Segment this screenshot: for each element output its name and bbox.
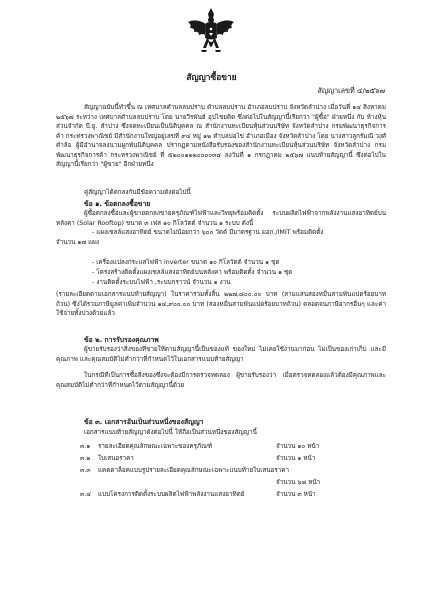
contract-number: สัญญาเลขที่ ๔/๒๕๖๗ bbox=[317, 86, 385, 95]
clause-1-paragraph: ผู้ซื้อตกลงซื้อและผู้ขายตกลงขายครุภัณฑ์ไฟฟ้าและวิทยุพร้อมติดตั้ง ระบบผลิตไฟฟ้าจากพลังงานแสงอาทิตย์บนหลังคา (Solar Rooftop) ขนาด ๓ เฟส ๑๐ กิโลวัตต์ จำนวน ๑ ระบบ ดังนี้ bbox=[56, 210, 386, 227]
clause-2-paragraph: ในกรณีที่เป็นการซื้อสิ่งของซึ่งจะต้องมีการตรวจทดลอง ผู้ขายรับรองว่า เมื่อตรวจทดลองแล้วต้องมีคุณภาพและคุณสมบัติไม่ต่ำกว่าที่กำหนดไว้ตามสัญญานี้ด้วย bbox=[56, 372, 386, 389]
clause-1-heading: ข้อ ๑. ข้อตกลงซื้อขาย bbox=[84, 200, 151, 208]
clause-2-heading: ข้อ ๒. การรับรองคุณภาพ bbox=[84, 336, 159, 344]
clause-1-bullet: - แผงเซลล์แสงอาทิตย์ ขนาดไม่น้อยกว่า ๖๐๐ วัตต์ มีมาตรฐาน มอก./IMIT พร้อมติดตั้ง bbox=[92, 229, 324, 236]
agreement-line: คู่สัญญาได้ตกลงกันมีข้อความดังต่อไปนี้ bbox=[84, 189, 191, 196]
clause-3-intro: เอกสารแนบท้ายสัญญาดังต่อไปนี้ ให้ถือเป็นส่วนหนึ่งของสัญญานี้ bbox=[84, 429, 257, 436]
attachment-qty: จำนวน ๓ หน้า bbox=[276, 491, 316, 498]
attachment-item bbox=[80, 453, 380, 463]
attachment-item bbox=[80, 465, 380, 475]
clause-3-heading: ข้อ ๓. เอกสารอันเป็นส่วนหนึ่งของสัญญา bbox=[84, 418, 204, 426]
attachment-number: ๓.๒ bbox=[80, 455, 91, 462]
attachment-label: แบบโครงการติดตั้งระบบผลิตไฟฟ้าพลังงานแสงอาทิตย์ bbox=[98, 491, 245, 498]
attachment-label: รายละเอียดคุณลักษณะเฉพาะของครุภัณฑ์ bbox=[98, 443, 213, 450]
attachment-item bbox=[80, 441, 380, 451]
attachment-qty: จำนวน ๑๐ หน้า bbox=[276, 443, 320, 450]
clause-1-bullet: - โครงสร้างติดตั้งแผงเซลล์แสงอาทิตย์บนหลังคา พร้อมติดตั้ง จำนวน ๑ ชุด bbox=[92, 269, 293, 276]
attachment-qty: จำนวน ๖๘ หน้า bbox=[276, 479, 321, 486]
attachment-label: ใบเสนอราคา bbox=[98, 455, 134, 462]
clause-2-paragraph: ผู้ขายรับรองว่าสิ่งของที่ขายให้ตามสัญญานี้เป็นของแท้ ของใหม่ ไม่เคยใช้งานมาก่อน ไม่เป็นของเก่าเก็บ และมีคุณภาพ และคุณสมบัติไม่ต่ำกว่าที่กำหนดไว้ในเอกสารแนบท้ายสัญญา bbox=[56, 346, 386, 363]
attachment-item bbox=[80, 489, 380, 499]
attachment-item bbox=[80, 477, 380, 487]
attachment-qty: จำนวน ๑ หน้า bbox=[276, 455, 316, 462]
clause-1-bullet: - งานติดตั้งระบบไฟฟ้า ,ระบบกราวน์ จำนวน ๑ งาน bbox=[92, 279, 231, 286]
attachment-number: ๓.๓ bbox=[80, 467, 91, 474]
clause-1-bullet: จำนวน ๑๗ แผง bbox=[56, 239, 99, 246]
attachment-label: แคตตาล็อคแบบรูปรายละเอียดคุณลักษณะเฉพาะแนบท้ายใบเสนอราคา bbox=[98, 467, 289, 474]
clause-1-price: (รายละเอียดตามเอกสารแนบท้ายสัญญา) ในราคารวมทั้งสิ้น ๒๒๗,๘๐๐.๐๐ บาท (สามแสนสองหมื่นสามพันแปดร้อยบาทถ้วน) ซึ่งได้รวมภาษีมูลค่าเพิ่มจำนวน ๑๔,๙๐๐.๐๐ บาท (สองหมื่นสามพันแปดร้อยบาทถ้วน) ตลอดจนภาษีอากรอื่นๆ และค่าใช้จ่ายทั้งปวงด้วยแล้ว bbox=[56, 291, 386, 317]
attachment-number: ๓.๑ bbox=[80, 443, 91, 450]
intro-paragraph: สัญญาฉบับนี้ทำขึ้น ณ เทศบาลตำบลลบปราบ ตำบลลบปราบ อำเภอลบปราบ จังหวัดลำปาง เมื่อวันที่ ๑๔ สิงหาคม ๒๕๖๗ ระหว่าง เทศบาลตำบลลบปราบ โดย นายวีรพันธ์ อุปไชยคิด ซึ่งต่อไปในสัญญานี้เรียกว่า "ผู้ซื้อ" ฝ่ายหนึ่ง กับ ห้างหุ้นส่วนจำกัด บี.ยู. ลำปาง ซึ่งจดทะเบียนเป็นนิติบุคคล ณ สำนักงานทะเบียนหุ้นส่วนบริษัท จังหวัดลำปาง กรมพัฒนาธุรกิจการค้า กระทรวงพาณิชย์ มีสำนักงานใหญ่อยู่เลขที่ ๙๔ หมู่ ๑๒ ตำบลบ่อไข่ อำเภอเมือง จังหวัดลำปาง โดย นางสาวลูกรัมณี วงศ์คำล้อ ผู้มีอำนาจลงนามผูกพันนิติบุคคล ปรากฏตามหนังสือรับรองของสำนักงานทะเบียนหุ้นส่วนบริษัท จังหวัดลำปาง กรมพัฒนาธุรกิจการค้า กระทรวงพาณิชย์ ที่ ๕๒๐๐๑๒๒๐๐๐๐๓๔ ลงวันที่ ๑ กรกฎาคม ๒๕๖๗ แนบท้ายสัญญานี้ ซึ่งต่อไปในสัญญานี้เรียกว่า "ผู้ขาย" อีกฝ่ายหนึ่ง bbox=[56, 104, 386, 168]
clause-1-bullet: - เครื่องแปลงกระแสไฟฟ้า inverter ขนาด ๑๐ กิโลวัตต์ จำนวน ๑ ชุด bbox=[92, 259, 280, 266]
document-title: สัญญาซื้อขาย bbox=[186, 72, 237, 82]
attachment-number: ๓.๔ bbox=[80, 491, 92, 498]
garuda-emblem-icon bbox=[186, 6, 236, 58]
